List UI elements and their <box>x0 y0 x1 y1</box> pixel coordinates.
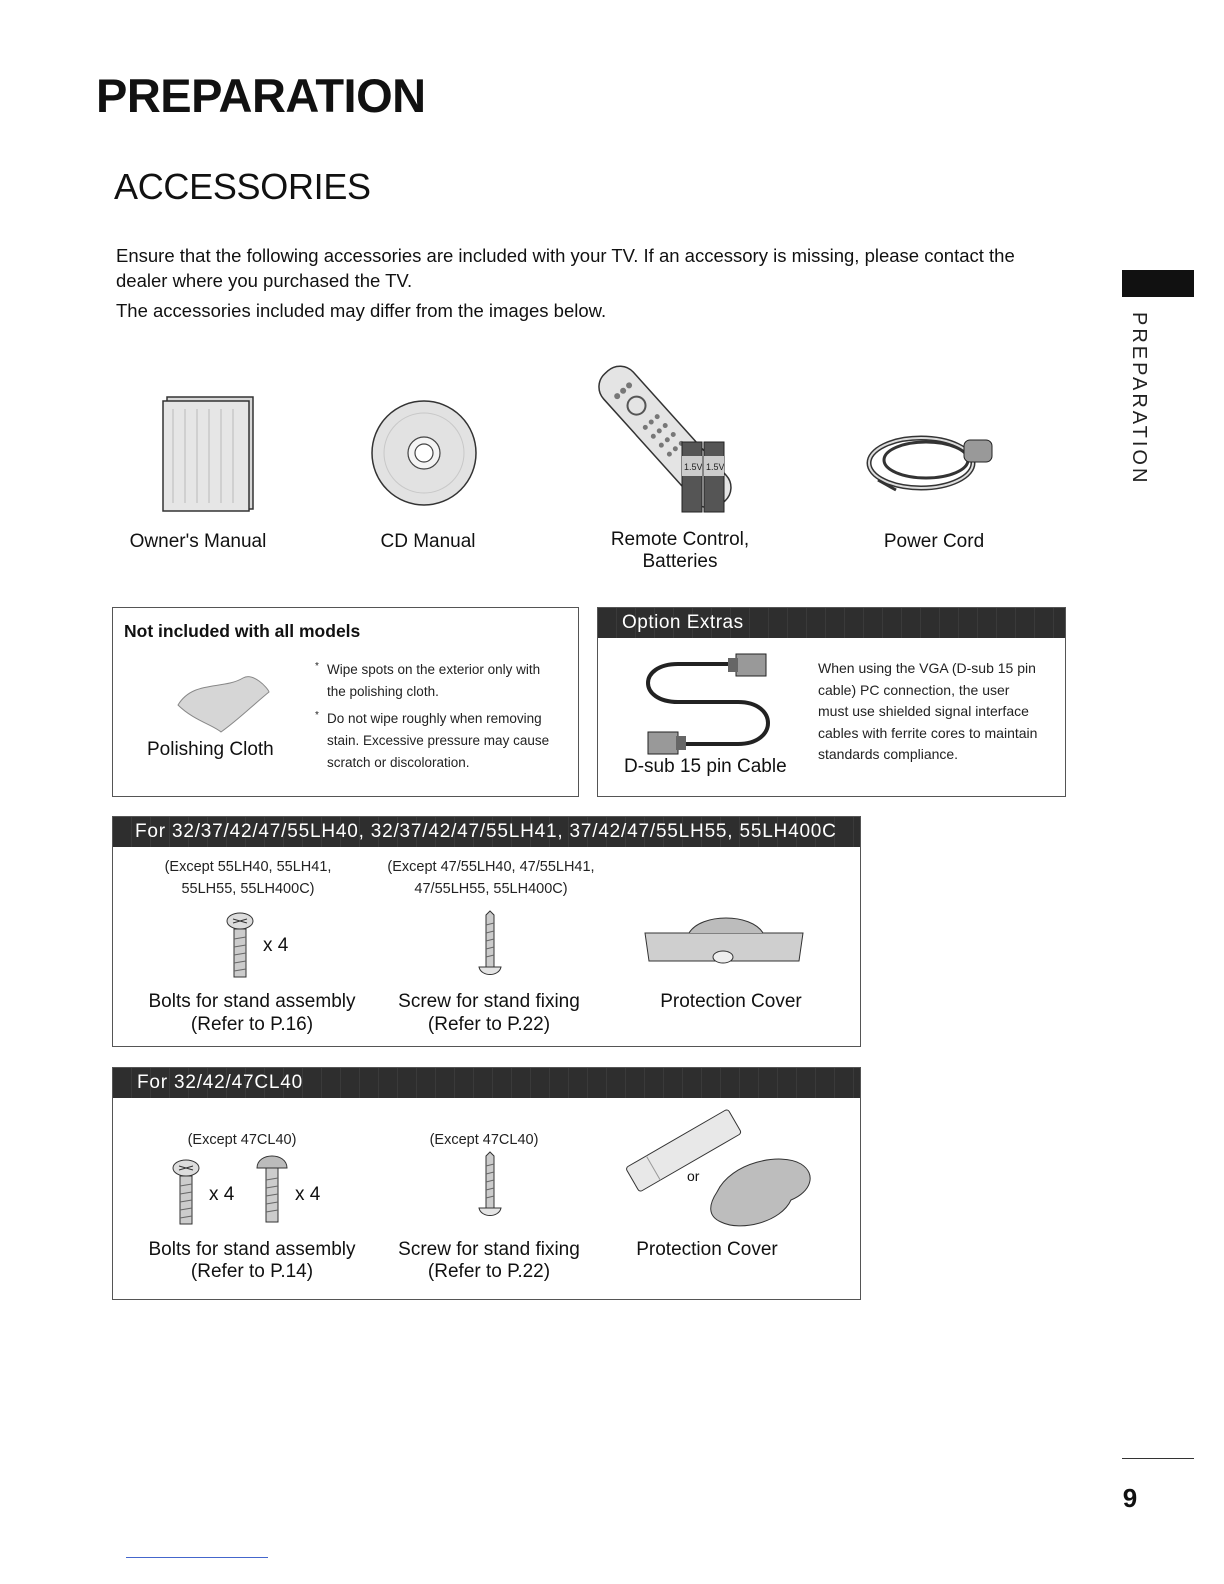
cloth-note-1-line-2: the polishing cloth. <box>327 684 439 699</box>
page-number-rule <box>1122 1458 1194 1459</box>
cloth-note-2-line-1: Do not wipe roughly when removing <box>327 711 542 726</box>
lh-bolts-label: Bolts for stand assembly <box>148 991 356 1012</box>
cl-bolts-quantity-2: x 4 <box>295 1184 321 1205</box>
power-cord-icon <box>866 428 998 498</box>
cl-bolts-label: Bolts for stand assembly <box>148 1239 356 1260</box>
dsub-description-line-3: must use shielded signal interface <box>818 703 1029 719</box>
lh-screw-ref: (Refer to P.22) <box>427 1014 551 1035</box>
cl-cover-or: or <box>687 1168 700 1184</box>
protection-cover-icon <box>641 913 807 973</box>
dsub-cable-icon <box>618 652 793 762</box>
cloth-note-2-line-2: stain. Excessive pressure may cause <box>327 733 550 748</box>
intro-line-2: dealer where you purchased the TV. <box>116 270 413 291</box>
section-title: ACCESSORIES <box>114 166 371 207</box>
lh-bolts-except-1: (Except 55LH40, 55LH41, <box>164 859 332 875</box>
cl-screw-except: (Except 47CL40) <box>429 1132 539 1148</box>
option-extras-title: Option Extras <box>598 608 1065 638</box>
intro-line-3: The accessories included may differ from the images below. <box>116 300 607 321</box>
screw-icon <box>477 911 503 983</box>
polishing-cloth-icon <box>173 670 273 740</box>
cloth-note-1: * Wipe spots on the exterior only with the polishing cloth. <box>327 659 567 703</box>
cl-screw-ref: (Refer to P.22) <box>427 1261 551 1282</box>
cd-icon <box>371 400 477 506</box>
accessory-label-power-cord: Power Cord <box>883 531 985 552</box>
cloth-note-1-line-1: Wipe spots on the exterior only with <box>327 662 541 677</box>
accessory-label-remote-2: Batteries <box>642 551 718 572</box>
battery-2-label: 1.5V <box>706 462 725 472</box>
cl-bolts-ref: (Refer to P.14) <box>190 1261 314 1282</box>
dsub-description <box>818 658 1045 766</box>
battery-1-label: 1.5V <box>684 462 703 472</box>
bolt-type-2-icon <box>255 1154 289 1226</box>
option-extras-box <box>597 607 1066 797</box>
side-tab-label: PREPARATION <box>1128 312 1150 486</box>
not-included-box <box>112 607 579 797</box>
footer-rule <box>126 1557 268 1558</box>
dsub-description-line-1: When using the VGA (D-sub 15 pin <box>818 660 1036 676</box>
dsub-description-line-2: cable) PC connection, the user <box>818 681 1010 698</box>
polishing-cloth-label: Polishing Cloth <box>147 739 274 760</box>
section-cl-box <box>112 1067 861 1300</box>
cl-screw-icon <box>477 1152 503 1224</box>
lh-screw-label: Screw for stand fixing <box>398 991 580 1012</box>
manual-icon <box>163 397 255 512</box>
remote-icon <box>592 352 742 514</box>
section-cl-title: For 32/42/47CL40 <box>113 1068 860 1098</box>
bolt-type-1-icon <box>171 1156 201 1226</box>
lh-bolts-except-2: 55LH55, 55LH400C) <box>181 881 315 897</box>
lh-bolts-ref: (Refer to P.16) <box>190 1014 314 1035</box>
accessory-label-manual: Owner's Manual <box>129 531 267 552</box>
bolt-icon <box>225 909 255 979</box>
cloth-note-2: * Do not wipe roughly when removing stain. Excessive pressure may cause scratch or discoloration. <box>327 708 567 774</box>
cl-protection-cover-icon <box>621 1112 821 1236</box>
dsub-description-line-5: standards compliance. <box>818 746 959 762</box>
cloth-note-2-line-3: scratch or discoloration. <box>327 755 470 770</box>
intro-line-1: Ensure that the following accessories are included with your TV. If an accessory is missing, please contact the <box>116 245 1015 266</box>
lh-cover-label: Protection Cover <box>660 991 802 1012</box>
section-lh-title: For 32/37/42/47/55LH40, 32/37/42/47/55LH41, 37/42/47/55LH55, 55LH400C <box>113 817 860 847</box>
accessory-label-cd: CD Manual <box>380 531 476 552</box>
cl-bolts-quantity-1: x 4 <box>209 1184 235 1205</box>
cl-bolts-except: (Except 47CL40) <box>187 1132 297 1148</box>
side-tab-marker <box>1122 270 1194 297</box>
cl-screw-label: Screw for stand fixing <box>398 1239 580 1260</box>
accessory-label-remote-1: Remote Control, <box>610 529 750 550</box>
cl-cover-label: Protection Cover <box>636 1239 778 1260</box>
lh-screw-except-2: 47/55LH55, 55LH400C) <box>414 881 568 897</box>
page-title: PREPARATION <box>96 69 426 122</box>
dsub-cable-label: D-sub 15 pin Cable <box>624 756 787 777</box>
section-lh-box <box>112 816 861 1047</box>
page-number: 9 <box>1122 1483 1138 1513</box>
lh-bolts-quantity: x 4 <box>263 935 289 956</box>
not-included-title: Not included with all models <box>124 621 361 641</box>
lh-screw-except-1: (Except 47/55LH40, 47/55LH41, <box>387 859 595 875</box>
dsub-description-line-4: cables with ferrite cores to maintain <box>818 724 1038 741</box>
